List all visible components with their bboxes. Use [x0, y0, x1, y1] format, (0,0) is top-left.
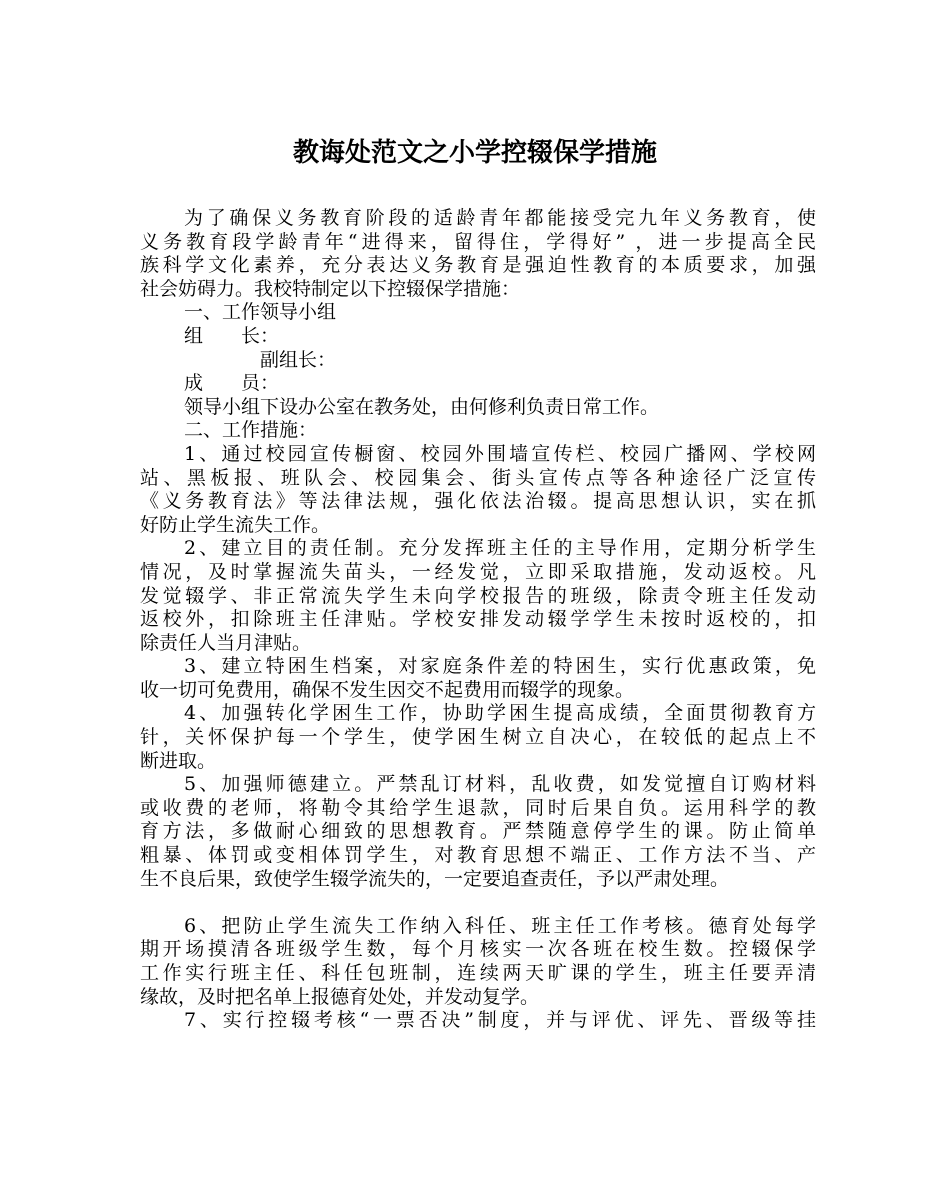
paragraph-line: 1、通过校园宣传橱窗、校园外围墙宣传栏、校园广播网、学校网 — [184, 442, 816, 465]
paragraph-line: 情况，及时掌握流失苗头，一经发觉，立即采取措施，发动返校。凡 — [140, 560, 816, 583]
paragraph-line: 返校外，扣除班主任津贴。学校安排发动辍学学生未按时返校的，扣 — [140, 608, 816, 631]
paragraph-line: 断进取。 — [140, 749, 217, 772]
section-heading: 一、工作领导小组 — [184, 301, 337, 324]
section-heading: 二、工作措施： — [184, 419, 318, 442]
paragraph-line: 领导小组下设办公室在教务处，由何修利负责日常工作。 — [184, 395, 660, 418]
deputy-leader-label: 副组长： — [260, 348, 337, 371]
paragraph-line: 或收费的老师，将勒令其给学生退款，同时后果自负。运用科学的教 — [140, 796, 816, 819]
paragraph-line: 2、建立目的责任制。充分发挥班主任的主导作用，定期分析学生 — [184, 537, 816, 560]
document-body — [140, 207, 816, 1033]
paragraph-line: 3、建立特困生档案，对家庭条件差的特困生，实行优惠政策，免 — [184, 655, 816, 678]
paragraph-line: 除责任人当月津贴。 — [140, 631, 312, 654]
paragraph-line: 6、把防止学生流失工作纳入科任、班主任工作考核。德育处每学 — [184, 914, 816, 937]
paragraph-line: 社会妨碍力。我校特制定以下控辍保学措施： — [140, 277, 521, 300]
paragraph-line: 针，关怀保护每一个学生，使学困生树立自决心，在较低的起点上不 — [140, 726, 816, 749]
paragraph-line: 发觉辍学、非正常流失学生未向学校报告的班级，除责令班主任发动 — [140, 584, 816, 607]
paragraph-line: 《义务教育法》等法律法规，强化依法治辍。提高思想认识，实在抓 — [140, 490, 816, 513]
paragraph-line: 期开场摸清各班级学生数，每个月核实一次各班在校生数。控辍保学 — [140, 938, 816, 961]
paragraph-line: 粗暴、体罚或变相体罚学生，对教育思想不端正、工作方法不当、产 — [140, 844, 816, 867]
members-label: 成 员： — [184, 372, 280, 395]
paragraph-line: 族科学文化素养，充分表达义务教育是强迫性教育的本质要求，加强 — [140, 254, 816, 277]
group-leader-label: 组 长： — [184, 324, 280, 347]
paragraph-line: 义务教育段学龄青年“进得来，留得住，学得好” ，进一步提高全民 — [140, 230, 816, 253]
paragraph-line: 收一切可免费用，确保不发生因交不起费用而辍学的现象。 — [140, 678, 635, 701]
paragraph-line: 好防止学生流失工作。 — [140, 513, 331, 536]
paragraph-line: 生不良后果，致使学生辍学流失的，一定要追查责任，予以严肃处理。 — [140, 867, 730, 890]
paragraph-line: 工作实行班主任、科任包班制，连续两天旷课的学生，班主任要弄清 — [140, 962, 816, 984]
document-title: 教诲处范文之小学控辍保学措施 — [292, 138, 657, 168]
paragraph-line: 站、黑板报、班队会、校园集会、街头宣传点等各种途径广泛宣传 — [140, 466, 816, 489]
paragraph-line: 4、加强转化学困生工作，协助学困生提高成绩，全面贯彻教育方 — [184, 702, 816, 725]
paragraph-line: 7、实行控辍考核“一票否决”制度，并与评优、评先、晋级等挂 — [184, 1009, 816, 1032]
blank-line — [140, 891, 816, 915]
paragraph-line: 缘故，及时把名单上报德育处处，并发动复学。 — [140, 985, 540, 1008]
paragraph-line: 为了确保义务教育阶段的适龄青年都能接受完九年义务教育，使 — [184, 207, 816, 229]
paragraph-line: 育方法，多做耐心细致的思想教育。严禁随意停学生的课。防止简单 — [140, 820, 816, 843]
paragraph-line: 5、加强师德建立。严禁乱订材料，乱收费，如发觉擅自订购材料 — [184, 773, 816, 796]
